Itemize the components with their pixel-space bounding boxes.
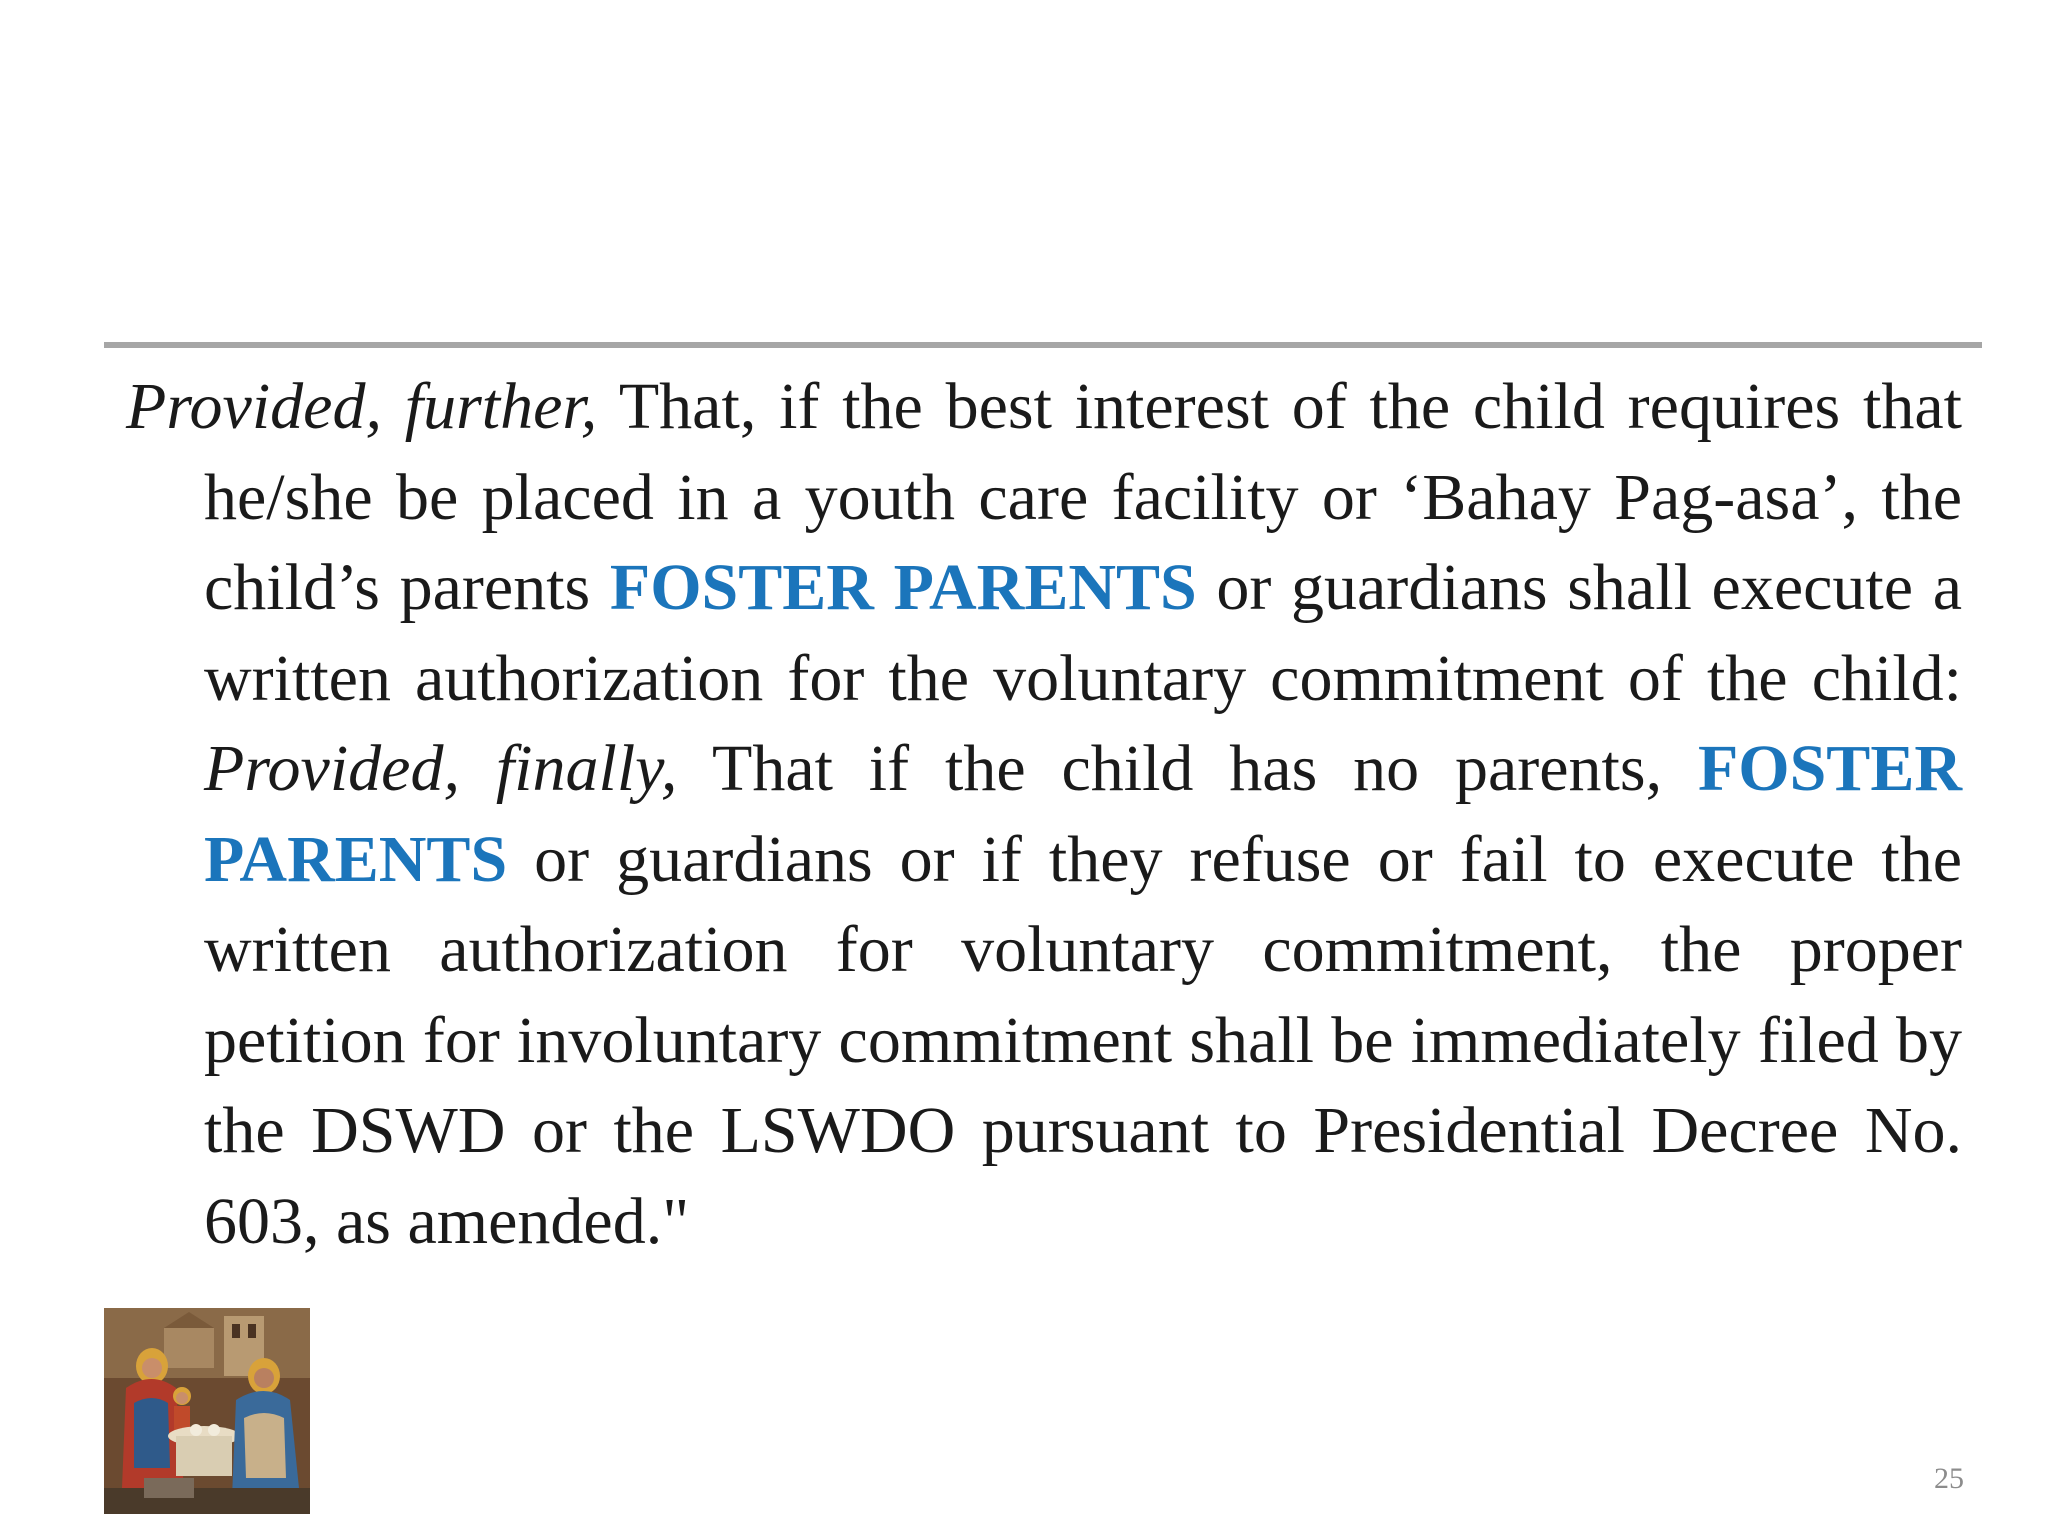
holy-family-icon-image [104, 1308, 310, 1514]
paragraph-text-1: That, if the best interest of the child requires that he/she be placed in a youth care facility or ‘Bahay Pag-asa’, the child’s parents [204, 370, 1962, 624]
provided-finally-italic: Provided, finally, [204, 732, 678, 805]
paragraph-text-3: That if the child has no parents, [677, 732, 1698, 805]
body-paragraph [126, 362, 1962, 1267]
paragraph-text-2: or guardians shall execute a written authorization for the voluntary commitment of the child: [204, 551, 1962, 715]
foster-parents-highlight-2: FOSTER PARENTS [204, 732, 1963, 896]
foster-parents-highlight-1: FOSTER PARENTS [609, 551, 1197, 624]
page-number: 25 [1934, 1462, 1964, 1495]
provided-further-italic: Provided, further, [126, 370, 598, 443]
paragraph-text-4: or guardians or if they refuse or fail to execute the written authorization for voluntary commitment, the proper petition for involuntary commitment shall be immediately filed by the DSWD or the LSWDO pursuant to Presidential Decree No. 603, as amended." [204, 822, 1962, 1258]
title-divider [104, 342, 1982, 348]
